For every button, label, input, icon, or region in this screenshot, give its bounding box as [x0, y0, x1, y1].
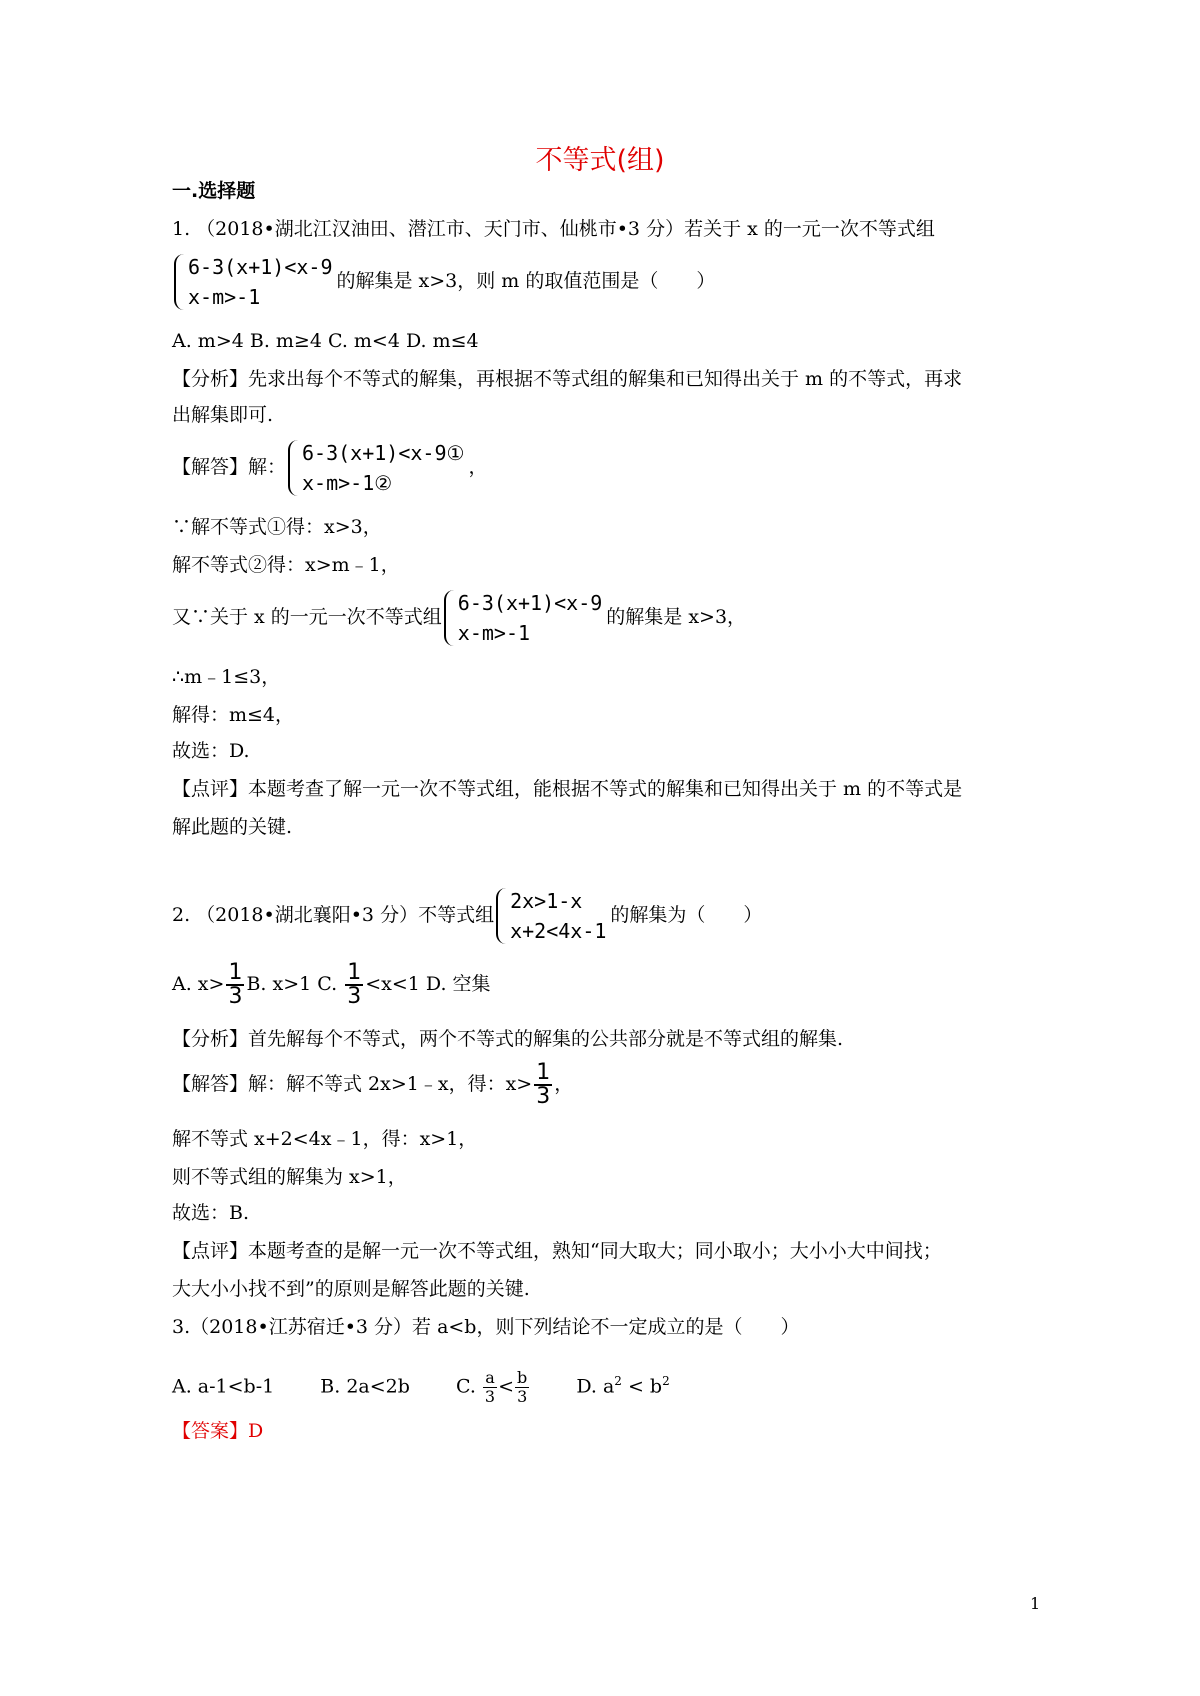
q1-step3-system: 6-3(x+1)<x-9 x-m>-1: [444, 588, 603, 648]
q1-options: A. m>4 B. m≥4 C. m<4 D. m≤4: [172, 330, 479, 352]
page-title: 不等式(组): [535, 145, 665, 176]
q2-answer-line: 【解答】解：解不等式 2x>1﹣x，得：x> $\frac{1}{3}$ ，: [172, 1060, 574, 1109]
q1-step1: ∵解不等式①得：x>3，: [172, 516, 382, 538]
brace-icon: [288, 440, 300, 496]
brace-icon: [444, 590, 456, 646]
q2-options: A. x> $\frac{1}{3}$ B. x>1 C. $\frac{1}{3}$ <x<1 D. 空集: [172, 960, 491, 1009]
q2-analysis: 【分析】首先解每个不等式，两个不等式的解集的公共部分就是不等式组的解集.: [172, 1028, 844, 1050]
q3-options: A. a-1<b-1 B. 2a<2b C. $\frac{a}{3}$ < $\frac{b}{3}$ D. $a^2 < b^2$: [172, 1367, 670, 1406]
fraction-a-over-3: $\frac{a}{3}$: [484, 1367, 496, 1406]
q2-step3: 故选：B.: [172, 1202, 250, 1224]
q1-inequality-system: 6-3(x+1)<x-9 x-m>-1: [174, 252, 333, 312]
q1-analysis-1: 【分析】先求出每个不等式的解集，再根据不等式组的解集和已知得出关于 m 的不等式，再求: [172, 368, 963, 390]
q1-step6: 故选：D.: [172, 740, 250, 762]
section-heading: 一.选择题: [172, 180, 256, 202]
q1-step5: 解得：m≤4，: [172, 704, 295, 726]
q2-comment-2: 大大小小找不到”的原则是解答此题的关键.: [172, 1278, 530, 1300]
q2-inequality-system: 2x>1-x x+2<4x-1: [496, 886, 606, 946]
q1-analysis-2: 出解集即可.: [172, 404, 274, 426]
fraction-b-over-3: $\frac{b}{3}$: [517, 1367, 528, 1406]
q1-answer-system: 6-3(x+1)<x-9① x-m>-1②: [288, 438, 464, 498]
q3-answer: 【答案】D: [172, 1420, 264, 1442]
q3-stem: 3.（2018•江苏宿迁•3 分）若 a<b，则下列结论不一定成立的是（ ）: [172, 1316, 800, 1338]
q1-answer-system-line: 【解答】解： 6-3(x+1)<x-9① x-m>-1② ，: [172, 438, 487, 498]
q2-comment-1: 【点评】本题考查的是解一元一次不等式组，熟知“同大取大；同小取小；大小小大中间找；: [172, 1240, 942, 1262]
q1-stem: 1. （2018•湖北江汉油田、潜江市、天门市、仙桃市•3 分）若关于 x 的一元一次不等式组: [172, 218, 935, 240]
q1-stem-system-line: 6-3(x+1)<x-9 x-m>-1 的解集是 x>3，则 m 的取值范围是（ ）: [172, 252, 715, 312]
q2-step2: 则不等式组的解集为 x>1，: [172, 1166, 407, 1188]
q1-step2: 解不等式②得：x>m﹣1，: [172, 554, 400, 576]
brace-icon: [496, 888, 508, 944]
fraction-one-third: $\frac{1}{3}$: [228, 960, 243, 1009]
q1-step3-line: 又∵关于 x 的一元一次不等式组 6-3(x+1)<x-9 x-m>-1 的解集是 x>3，: [172, 588, 746, 648]
q1-comment-1: 【点评】本题考查了解一元一次不等式组，能根据不等式的解集和已知得出关于 m 的不等式是: [172, 778, 963, 800]
q2-step1: 解不等式 x+2<4x﹣1，得：x>1，: [172, 1128, 478, 1150]
fraction-one-third: $\frac{1}{3}$: [536, 1060, 551, 1109]
q1-comment-2: 解此题的关键.: [172, 816, 293, 838]
brace-icon: [174, 254, 186, 310]
page-number: 1: [1030, 1594, 1041, 1613]
fraction-one-third: $\frac{1}{3}$: [347, 960, 362, 1009]
q1-step4: ∴m﹣1≤3，: [172, 666, 281, 688]
q2-stem-line: 2. （2018•湖北襄阳•3 分）不等式组 2x>1-x x+2<4x-1 的解集为（ ）: [172, 886, 762, 946]
